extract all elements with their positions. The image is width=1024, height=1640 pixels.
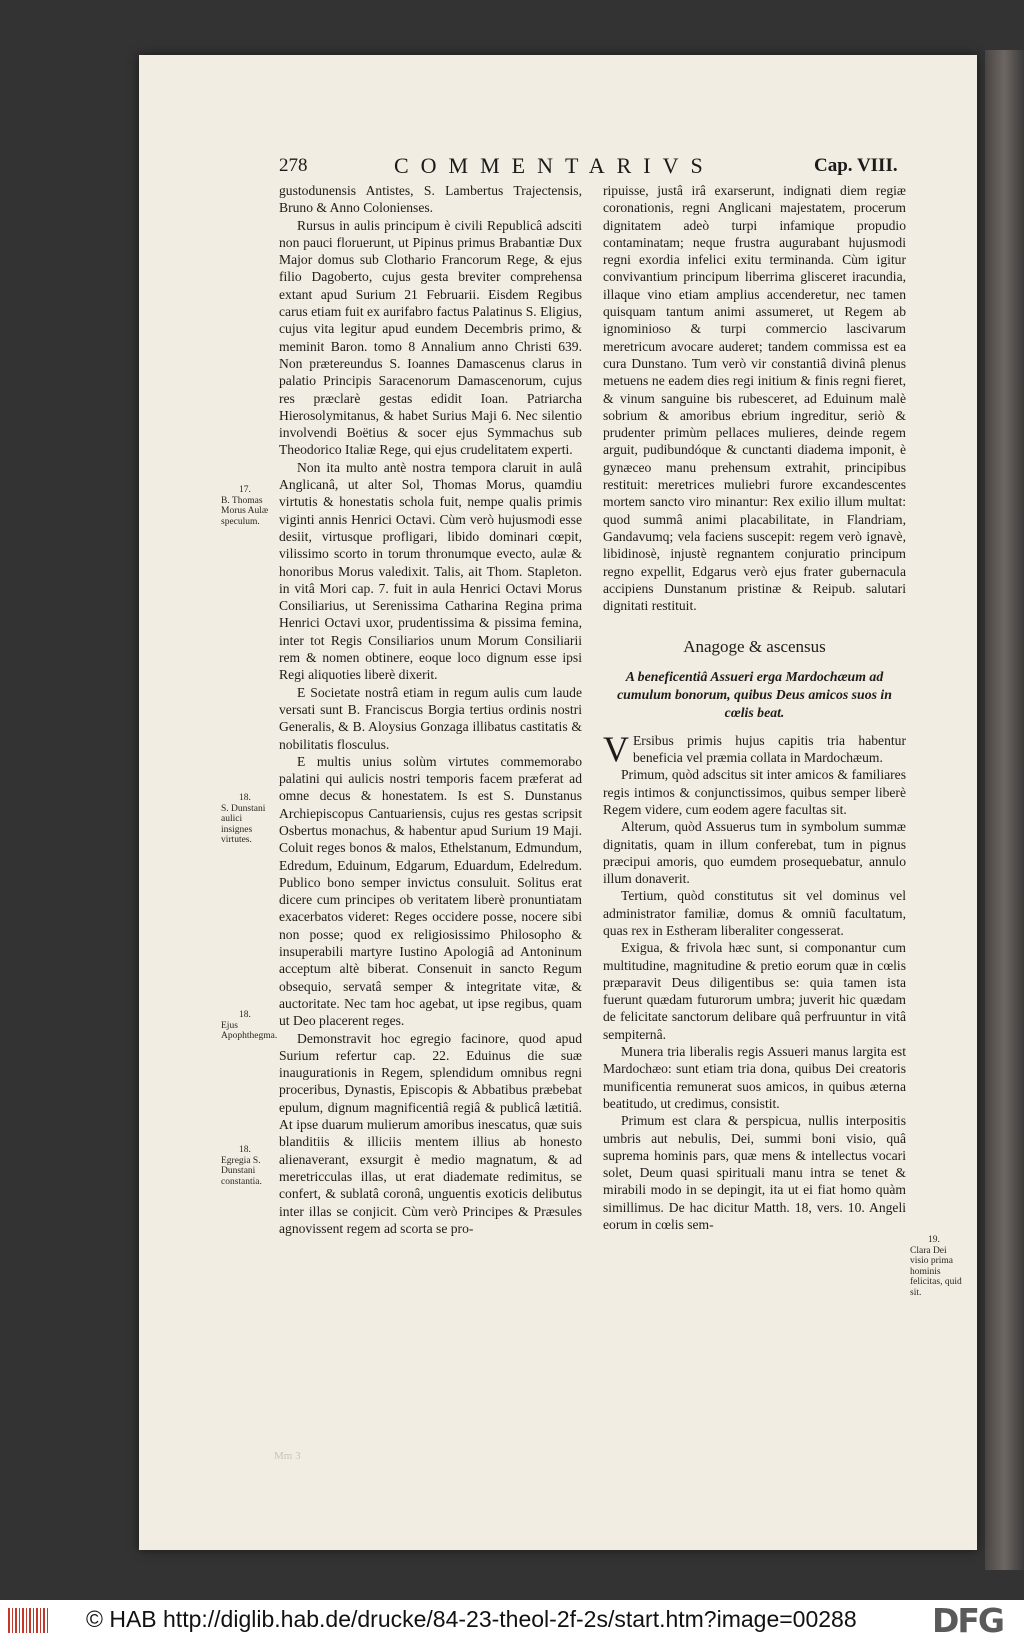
book-page	[139, 55, 977, 1550]
margin-note-number: 18.	[239, 1145, 251, 1155]
margin-note	[221, 1145, 273, 1187]
page-number: 278	[279, 155, 308, 176]
left-text-column	[279, 182, 582, 1237]
footer-citation: © HAB http://diglib.hab.de/drucke/84-23-theol-2f-2s/start.htm?image=00288	[86, 1606, 857, 1632]
section-title: Anagoge & ascensus	[683, 637, 826, 657]
margin-note-text: S. Dunstani aulici insignes virtutes.	[221, 803, 266, 845]
margin-note-text: Ejus Apophthegma.	[221, 1020, 278, 1041]
margin-note-text: Egregia S. Dunstani constantia.	[221, 1155, 262, 1187]
margin-note-number: 17.	[239, 485, 251, 495]
margin-note	[221, 793, 273, 846]
margin-note-text: Clara Dei visio prima hominis felicitas, quid sit.	[910, 1245, 962, 1298]
barcode-icon	[8, 1608, 48, 1633]
margin-note-text: B. Thomas Morus Aulæ speculum.	[221, 495, 269, 527]
margin-note	[910, 1235, 962, 1298]
paragraph: Alterum, quòd Assuerus tum in symbolum summæ dignitatis, quam in illum conferebat, tum in pignus præcipui amoris, quo eumdem prosequebatur, annulo illum donaverit.	[603, 819, 906, 887]
paragraph: Tertium, quòd constitutus sit vel dominus vel administrator familiæ, domus & omniũ facultatum, quas rex in Estheram liberaliter congesserat.	[603, 888, 906, 938]
paragraph: Non ita multo antè nostra tempora claruit in aulâ Anglicanâ, ut alter Sol, Thomas Morus, quamdiu virtutis & honestatis schola fuit, nempe qualis primis viginti annis Henrici Octavi. Cùm verò hujusmodi esse desiit, virtusque profligari, libido dominari cœpit, vilissimo scorto in torum thronumque evecto, aulæ & honoribus Morus valedixit. Talis, ait Thom. Stapleton. in vitâ Mori cap. 7. fuit in aula Henrici Octavi Morus Consiliarius, ut Serenissima Catharina Regina prima Henrici Octavi uxor, prudentissima & pissima femina, inter tot Regis Consiliarios unum Morum Consiliarii rem & nomen obtinere, eoque loco dignum esse ipsi Regi aliquoties liberè dixerit.	[279, 459, 582, 683]
drop-capital: V	[603, 728, 629, 769]
paragraph: Demonstravit hoc egregio facinore, quod apud Surium refertur cap. 22. Eduinus die suæ inaugurationis in Regem, splendidum omnibus regni proceribus, Dynastis, Episcopis & Abbatibus præbebat epulum, dignum magnificentiâ regiâ & publicâ lætitiâ. At ipse duarum mulierum amoribus inescatus, quæ suis blanditiis & illiciis mentem illius ab honesto alienaverant, exsurgit è medio magnatum, & ad meretricculas illas, ut erat diademate redimitus, se confert, & sublatâ coronâ, unguentis exoticis delibutus inter illas se conjicit. Cùm verò Principes & Præsules agnovissent regem ad scorta se pro-	[279, 1030, 582, 1236]
running-title: COMMENTARIVS	[394, 153, 715, 178]
paragraph: Munera tria liberalis regis Assueri manus largita est Mardochæo: sunt etiam tria dona, quibus Dei creatoris munificentia remunerat suos amicos, in quibus æterna beatitudo, ut credimus, consistit.	[603, 1044, 906, 1111]
right-text-column	[603, 182, 906, 1233]
signature-mark: Mm 3	[274, 1450, 301, 1462]
paragraph: E multis unius solùm virtutes commemorabo palatini qui aulicis nostri temporis facem præferat ad omne decus & honestatem. Is est S. Dunstanus Archiepiscopus Cantuariensis, cujus res gestas scripsit Osbertus monachus, & habentur apud Surium 19 Maji. Coluit reges bonos & malos, Ethelstanum, Edmundum, Edredum, Eduinum, Edgarum, Eduardum, Edelredum. Publico bono semper invictus consuluit. Solitus erat dicere cum principes ob veritatem liberè pronuntiatam exacerbatos videret: Reges occidere posse, nocere sibi non posse; quod ex religiosissimo Philosopho & insuperabili martyre Iustino Apologiâ ad Antoninum acceptum altè biberat. Consenuit in sancto Regum obsequio, servatâ semper & integritate vitæ, & auctoritate. Nec tam hoc agebat, ut ipse regibus, quam ut Deo placerent reges.	[279, 753, 582, 1029]
margin-note	[221, 485, 273, 527]
paragraph	[603, 728, 906, 769]
paragraph: Exigua, & frivola hæc sunt, si componantur cum multitudine, magnitudine & pretio eorum quæ in cœlis præparavit Deus diligentibus se: quia tamen ista fuerunt quædam futurorum umbra; juverit hic quædam de felicitate sanctorum delibare quâ perfruuntur in vitâ sempiternâ.	[603, 940, 906, 1042]
paragraph: ripuisse, justâ irâ exarserunt, indignati diem regiæ coronationis, regni Anglicani majestatem, procerum dignitatem adeò turpi infamique propudio contaminatam; neque frustra augurabant hujusmodi regni exordia infelici exitu terminanda. Cùm igitur convivantium principum liberrima glisceret iracundia, illaque vino etiam amplius accenderetur, nec tamen quisquam tantum animi assumeret, ut Regem ab ignominioso & turpi commercio lascivarum meretricum avocare auderet; tandem commissa est ea cura Dunstano. Tum verò vir constantiâ divinâ plenus metuens ne eadem dies regi initium & finis regni fieret, & vinum sanguine bis rubesceret, ad Eduinum malè sobrium & amoribus ebrium ingreditur, seriò & prudenter primùm pellaces mulieres, deinde regem arguit, pudibundóque & cunctanti diadema imponit, è gynæceo manu prehensum extrahit, principibus restituit: meretrices muliebri furore excandescentes mortem sancto viro minantur: Rex exilio illum multat: quod summâ animi placabilitate, in Flandriam, Gandavumq; vela faciens suscepit: regem verò ignavè, libidinosè, injustè regnantem conjuratio principum regno expellit, Edgarus verò ejus frater gubernacula accipiens Dunstanum pristinæ & Reipub. salutari dignitati restituit.	[603, 183, 906, 614]
section-subtitle: A beneficentiâ Assueri erga Mardochæum ad cumulum bonorum, quibus Deus amicos suos in cœlis beat.	[617, 668, 892, 720]
paragraph: gustodunensis Antistes, S. Lambertus Trajectensis, Bruno & Anno Colonienses.	[279, 183, 582, 216]
paragraph-text: Ersibus primis hujus capitis tria habentur beneficia vel præmia collata in Mardochæum.	[633, 732, 906, 766]
paragraph: Rursus in aulis principum è civili Republicâ adsciti non pauci floruerunt, ut Pipinus primus Brabantiæ Dux Major domus sub Clothario Francorum Rege, & ejus filio Dagoberto, cujus gesta breviter comprehensa extant apud Surium 21 Februarii. Eisdem Regibus carus etiam fuit ex aurifabro factus Palatinus S. Eligius, cujus vita legitur apud eundem Decembris primo, & meminit Baron. tomo 8 Annalium anno Christi 639. Non prætereundus S. Ioannes Damascenus clarus in palatio Principis Saracenorum Damascenorum, cujus res præclarè gestas edidit Ioan. Patriarcha Hierosolymitanus, & habet Surius Maji 6. Nec silentio involvendi Boëtius & socer ejus Symmachus sub Theodorico Italiæ Rege, qui ejus crudelitatem experti.	[279, 217, 582, 458]
margin-note-number: 18.	[239, 1010, 251, 1020]
margin-note-number: 18.	[239, 793, 251, 803]
margin-note-number: 19.	[928, 1235, 940, 1245]
chapter-label: Cap. VIII.	[814, 155, 898, 176]
next-page-edge	[985, 50, 1024, 1570]
margin-note	[221, 1010, 278, 1042]
paragraph: Primum, quòd adscitus sit inter amicos & familiares regis intimos & conjunctissimos, quibus semper liberè Regem videre, cum eodem agere facultas sit.	[603, 767, 906, 817]
dfg-logo: DFG	[932, 1601, 1004, 1640]
paragraph: E Societate nostrâ etiam in regum aulis cum laude versati sunt B. Franciscus Borgia tertius ordinis nostri Generalis, & B. Aloysius Gonzaga illibatus castitatis & nobilitatis flosculus.	[279, 684, 582, 752]
footer-bar	[0, 1600, 1024, 1640]
paragraph: Primum est clara & perspicua, nullis interpositis umbris aut nebulis, Dei, summi boni visio, quâ suprema hominis pars, quæ mens & intellectus vocari solet, Deum quasi spirituali manu intra se tenet & mirabili modo in se depingit, ita ut ei fiat homo quàm simillimus. De hac dicitur Matth. 18, vers. 10. Angeli eorum in cœlis sem-	[603, 1113, 906, 1233]
